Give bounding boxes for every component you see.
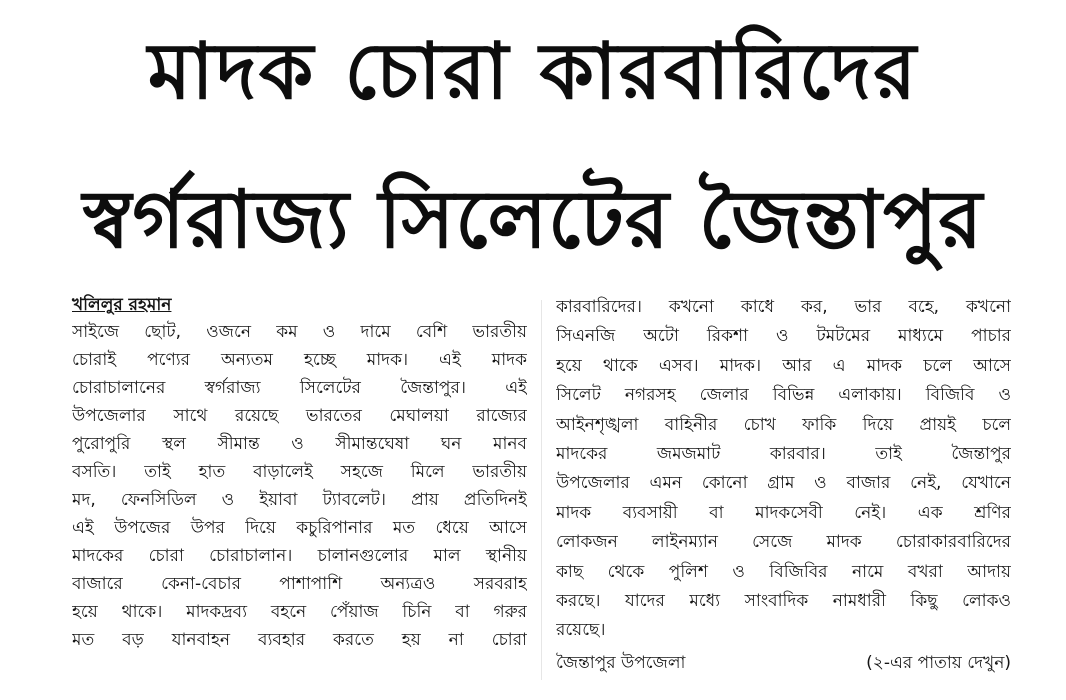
- body-line: কাছ থেকে পুলিশ ও বিজিবির নামে বখরা আদায়: [556, 561, 1011, 582]
- body-line: বাজারে কেনা-বেচার পাশাপাশি অন্যত্রও সরবরাহ: [72, 574, 527, 594]
- body-line: মত বড় যানবাহন ব্যবহার করতে হয় না চোরা: [72, 630, 527, 650]
- byline: খলিলুর রহমান: [72, 295, 172, 315]
- article-column-right: [556, 293, 1011, 678]
- body-line: চোরাচালানের স্বর্গরাজ্য সিলেটের জৈন্তাপুর। এই: [72, 378, 527, 398]
- body-line: পুরোপুরি স্থল সীমান্ত ও সীমান্তঘেষা ঘন মানব: [72, 434, 527, 454]
- body-line: চোরাই পণ্যের অন্যতম হচ্ছে মাদক। এই মাদক: [72, 350, 527, 370]
- body-line: রয়েছে।: [556, 620, 606, 641]
- headline-line-1: মাদক চোরা কারবারিদের: [147, 27, 919, 117]
- body-line: উপজেলার সাথে রয়েছে ভারতের মেঘালয়া রাজ্যের: [72, 406, 527, 426]
- headline-line-2: স্বর্গরাজ্য সিলেটের জৈন্তাপুর: [82, 173, 984, 266]
- continued-on-page-note: (২-এর পাতায় দেখুন): [866, 652, 1011, 673]
- body-line: এই উপজের উপর দিয়ে কচুরিপানার মত ধেয়ে আসে: [72, 518, 527, 538]
- body-line: মাদকের চোরা চোরাচালান। চালানগুলোর মাল স্থানীয়: [72, 546, 527, 566]
- body-line: উপজেলার এমন কোনো গ্রাম ও বাজার নেই, যেখানে: [556, 473, 1011, 494]
- article-footer: [556, 648, 1011, 678]
- body-line: সাইজে ছোট, ওজনে কম ও দামে বেশি ভারতীয়: [72, 322, 527, 342]
- body-line: কারবারিদের। কখনো কাধে কর, ভার বহে, কখনো: [556, 297, 1011, 317]
- body-line: সিএনজি অটো রিকশা ও টমটমের মাধ্যমে পাচার: [556, 326, 1011, 347]
- article-column-left: [72, 293, 527, 654]
- body-line: সিলেট নগরসহ জেলার বিভিন্ন এলাকায়। বিজিবি ও: [556, 385, 1011, 406]
- body-line: করছে। যাদের মধ্যে সাংবাদিক নামধারী কিছু লোকও: [556, 590, 1011, 611]
- column-divider: [541, 300, 542, 680]
- body-line: মদ, ফেনসিডিল ও ইয়াবা ট্যাবলেট। প্রায় প্রতিদিনই: [72, 490, 527, 510]
- body-line: মাদকের জমজমাট কারবার। তাই জৈন্তাপুর: [556, 443, 1011, 464]
- body-line: মাদক ব্যবসায়ী বা মাদকসেবী নেই। এক শ্রণির: [556, 502, 1011, 523]
- body-line: আইনশৃঙ্খলা বাহিনীর চোখ ফাকি দিয়ে প্রায়ই চলে: [556, 414, 1011, 435]
- location-dateline: জৈন্তাপুর উপজেলা: [556, 652, 686, 673]
- body-line: বসতি। তাই হাত বাড়ালেই সহজে মিলে ভারতীয়: [72, 462, 527, 482]
- body-line: হয়ে থাকে এসব। মাদক। আর এ মাদক চলে আসে: [556, 355, 1011, 376]
- body-line: হয়ে থাকে। মাদকদ্রব্য বহনে পেঁয়াজ চিনি বা গরুর: [72, 602, 527, 622]
- body-line: লোকজন লাইনম্যান সেজে মাদক চোরাকারবারিদের: [556, 532, 1011, 553]
